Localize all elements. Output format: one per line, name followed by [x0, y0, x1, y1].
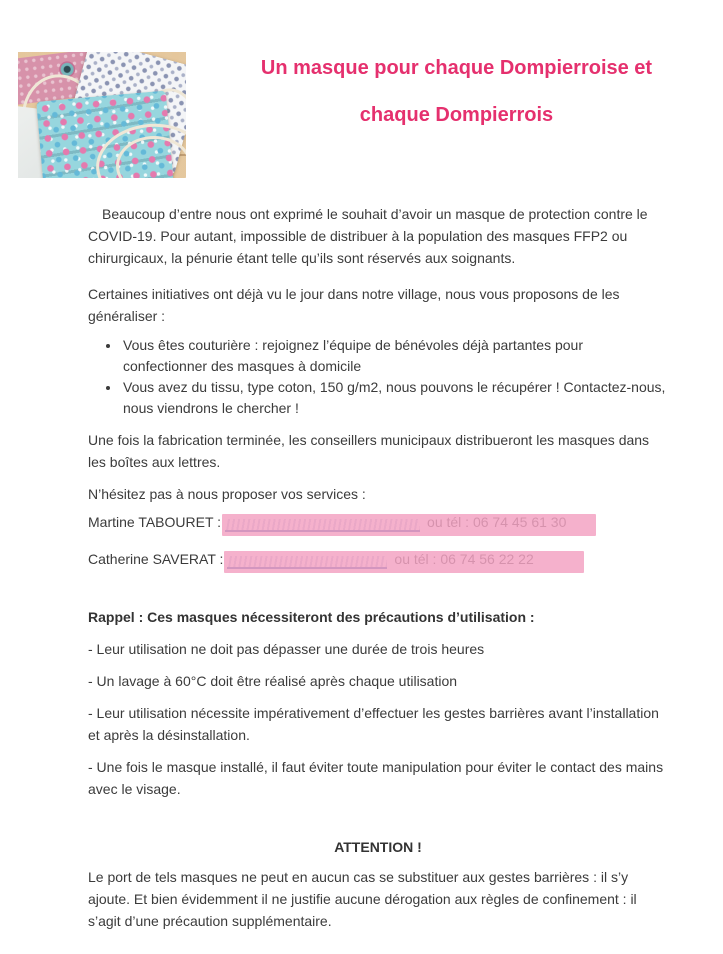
pink-highlight-redaction [224, 551, 583, 573]
precaution-item: - Une fois le masque installé, il faut éviter toute manipulation pour éviter le contact des mains avec le visage. [88, 759, 664, 797]
redacted-contact-info [227, 548, 533, 570]
rappel-heading: Rappel : Ces masques nécessiteront des précautions d’utilisation : [88, 609, 535, 625]
precaution-item: - Un lavage à 60°C doit être réalisé après chaque utilisation [88, 673, 458, 689]
final-paragraph: Le port de tels masques ne peut en aucun cas se substituer aux gestes barrières : il s’y ajoute. Et bien évidemment il ne justifie aucune dérogation aux règles de confinement : il s’agit d’une précaution supplémentaire. [88, 869, 637, 929]
precaution-item: - Leur utilisation ne doit pas dépasser une durée de trois heures [88, 641, 485, 657]
redacted-contact-info [225, 511, 566, 533]
document-body [88, 203, 668, 932]
contact-line-martine [88, 511, 668, 533]
distribution-paragraph: Une fois la fabrication terminée, les conseillers municipaux distribueront les masques dans les boîtes aux lettres. [88, 432, 650, 470]
list-item: • Vous êtes couturière : rejoignez l’équipe de bénévoles déjà partantes pour confectionner des masques à domicile [121, 335, 668, 377]
pink-highlight-redaction [222, 514, 596, 536]
contact-line-catherine [88, 548, 668, 570]
services-paragraph: N’hésitez pas à nous proposer vos services : [88, 486, 366, 502]
page-title [208, 57, 705, 127]
contact-name: Martine TABOURET : [88, 514, 222, 530]
list-item: • Vous avez du tissu, type coton, 150 g/m2, nous pouvons le récupérer ! Contactez-nous, nous viendrons le chercher ! [121, 377, 668, 419]
initiatives-paragraph: Certaines initiatives ont déjà vu le jour dans notre village, nous vous proposons de les généraliser : [88, 286, 620, 324]
precaution-item: - Leur utilisation nécessite impérativement d’effectuer les gestes barrières avant l’installation et après la désinstallation. [88, 705, 659, 743]
masks-photo [18, 52, 186, 178]
page-title-line2: chaque Dompierrois [359, 104, 554, 126]
attention-heading: ATTENTION ! [334, 839, 422, 855]
page-title-line1: Un masque pour chaque Dompierroise et [260, 57, 653, 79]
help-options-list [88, 335, 668, 419]
intro-paragraph: Beaucoup d’entre nous ont exprimé le souhait d’avoir un masque de protection contre le COVID-19. Pour autant, impossible de distribuer à la population des masques FFP2 ou chirurgicaux, la pénurie étant telle qu’ils sont réservés aux soignants. [88, 206, 648, 266]
contact-name: Catherine SAVERAT : [88, 551, 224, 567]
